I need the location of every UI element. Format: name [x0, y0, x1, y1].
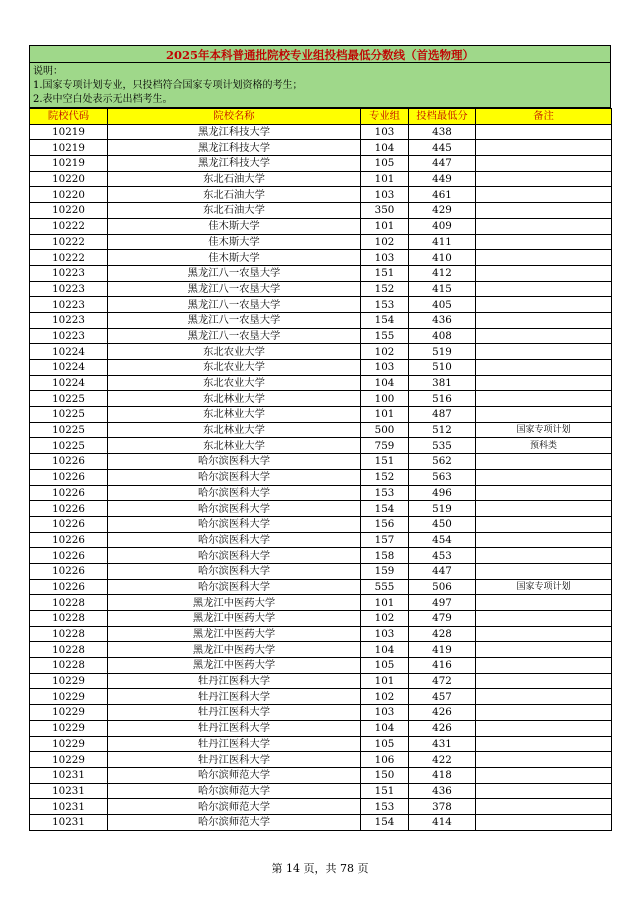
- cell-score: 416: [409, 658, 476, 674]
- cell-code: 10229: [30, 689, 108, 705]
- cell-score: 412: [409, 265, 476, 281]
- table-row: [30, 124, 612, 140]
- table-row: [30, 532, 612, 548]
- cell-group: 106: [361, 752, 409, 768]
- cell-score: 429: [409, 203, 476, 219]
- cell-remark: [476, 485, 612, 501]
- cell-name: 黑龙江科技大学: [108, 140, 361, 156]
- cell-code: 10231: [30, 767, 108, 783]
- cell-name: 哈尔滨医科大学: [108, 501, 361, 517]
- table-row: [30, 203, 612, 219]
- cell-group: 759: [361, 438, 409, 454]
- cell-name: 哈尔滨师范大学: [108, 783, 361, 799]
- notes-block: [29, 63, 611, 108]
- cell-name: 牡丹江医科大学: [108, 720, 361, 736]
- cell-score: 422: [409, 752, 476, 768]
- cell-score: 497: [409, 595, 476, 611]
- cell-score: 487: [409, 407, 476, 423]
- cell-code: 10229: [30, 736, 108, 752]
- cell-remark: [476, 140, 612, 156]
- cell-code: 10220: [30, 203, 108, 219]
- table-row: [30, 579, 612, 595]
- cell-remark: [476, 297, 612, 313]
- cell-score: 519: [409, 501, 476, 517]
- cell-code: 10231: [30, 799, 108, 815]
- cell-code: 10223: [30, 281, 108, 297]
- table-row: [30, 281, 612, 297]
- cell-code: 10225: [30, 422, 108, 438]
- cell-code: 10225: [30, 391, 108, 407]
- cell-group: 151: [361, 265, 409, 281]
- cell-remark: [476, 532, 612, 548]
- cell-name: 东北林业大学: [108, 438, 361, 454]
- table-row: [30, 265, 612, 281]
- cell-remark: [476, 705, 612, 721]
- cell-group: 101: [361, 407, 409, 423]
- cell-group: 151: [361, 783, 409, 799]
- cell-code: 10226: [30, 548, 108, 564]
- cell-group: 154: [361, 814, 409, 830]
- table-row: [30, 720, 612, 736]
- cell-code: 10223: [30, 297, 108, 313]
- table-row: [30, 312, 612, 328]
- cell-name: 牡丹江医科大学: [108, 752, 361, 768]
- table-row: [30, 375, 612, 391]
- table-row: [30, 658, 612, 674]
- notes-heading: 说明：: [33, 66, 63, 77]
- cell-remark: [476, 328, 612, 344]
- cell-score: 479: [409, 611, 476, 627]
- cell-score: 414: [409, 814, 476, 830]
- cell-score: 436: [409, 783, 476, 799]
- cell-remark: [476, 171, 612, 187]
- cell-remark: [476, 250, 612, 266]
- cell-group: 103: [361, 124, 409, 140]
- cell-group: 104: [361, 642, 409, 658]
- cell-name: 黑龙江八一农垦大学: [108, 312, 361, 328]
- table-row: [30, 626, 612, 642]
- cell-code: 10228: [30, 595, 108, 611]
- cell-code: 10226: [30, 501, 108, 517]
- cell-score: 378: [409, 799, 476, 815]
- table-row: [30, 501, 612, 517]
- cell-remark: [476, 595, 612, 611]
- cell-score: 510: [409, 360, 476, 376]
- cell-name: 黑龙江中医药大学: [108, 642, 361, 658]
- cell-score: 419: [409, 642, 476, 658]
- cell-score: 563: [409, 469, 476, 485]
- cell-name: 牡丹江医科大学: [108, 736, 361, 752]
- cell-score: 426: [409, 720, 476, 736]
- sheet-title: 2025年本科普通批院校专业组投档最低分数线（首选物理）: [29, 45, 611, 63]
- cell-name: 哈尔滨医科大学: [108, 563, 361, 579]
- cell-group: 101: [361, 171, 409, 187]
- cell-remark: [476, 814, 612, 830]
- cell-group: 105: [361, 736, 409, 752]
- table-row: [30, 454, 612, 470]
- cell-remark: [476, 407, 612, 423]
- table-row: [30, 689, 612, 705]
- cell-name: 东北林业大学: [108, 391, 361, 407]
- cell-remark: [476, 469, 612, 485]
- table-row: [30, 736, 612, 752]
- page-footer: 第 14 页，共 78 页: [271, 862, 369, 875]
- cell-name: 东北石油大学: [108, 187, 361, 203]
- cell-code: 10228: [30, 642, 108, 658]
- cell-score: 411: [409, 234, 476, 250]
- cell-score: 428: [409, 626, 476, 642]
- header-score: 投档最低分: [409, 109, 476, 125]
- cell-name: 东北石油大学: [108, 171, 361, 187]
- cell-name: 黑龙江科技大学: [108, 156, 361, 172]
- cell-score: 453: [409, 548, 476, 564]
- cell-group: 153: [361, 297, 409, 313]
- table-row: [30, 783, 612, 799]
- cell-name: 黑龙江八一农垦大学: [108, 297, 361, 313]
- cell-group: 153: [361, 485, 409, 501]
- table-row: [30, 140, 612, 156]
- cell-code: 10223: [30, 265, 108, 281]
- score-table: [29, 108, 612, 831]
- table-row: [30, 485, 612, 501]
- cell-group: 555: [361, 579, 409, 595]
- table-row: [30, 673, 612, 689]
- cell-score: 426: [409, 705, 476, 721]
- cell-code: 10226: [30, 516, 108, 532]
- cell-name: 哈尔滨师范大学: [108, 799, 361, 815]
- cell-name: 哈尔滨医科大学: [108, 485, 361, 501]
- cell-score: 410: [409, 250, 476, 266]
- cell-remark: [476, 548, 612, 564]
- cell-code: 10229: [30, 673, 108, 689]
- cell-group: 156: [361, 516, 409, 532]
- table-row: [30, 156, 612, 172]
- cell-group: 105: [361, 658, 409, 674]
- table-row: [30, 297, 612, 313]
- cell-remark: [476, 375, 612, 391]
- cell-name: 黑龙江中医药大学: [108, 658, 361, 674]
- cell-code: 10231: [30, 814, 108, 830]
- cell-code: 10228: [30, 611, 108, 627]
- cell-remark: [476, 673, 612, 689]
- cell-name: 哈尔滨医科大学: [108, 454, 361, 470]
- table-row: [30, 391, 612, 407]
- cell-remark: 国家专项计划: [476, 579, 612, 595]
- notes-line-1: 1.国家专项计划专业，只投档符合国家专项计划资格的考生；: [33, 80, 303, 91]
- cell-code: 10222: [30, 218, 108, 234]
- cell-group: 153: [361, 799, 409, 815]
- notes-line-2: 2.表中空白处表示无出档考生。: [33, 94, 173, 105]
- table-row: [30, 407, 612, 423]
- cell-name: 东北农业大学: [108, 375, 361, 391]
- cell-remark: [476, 203, 612, 219]
- table-row: [30, 422, 612, 438]
- cell-group: 102: [361, 689, 409, 705]
- table-row: [30, 344, 612, 360]
- cell-code: 10225: [30, 438, 108, 454]
- cell-score: 472: [409, 673, 476, 689]
- cell-remark: [476, 124, 612, 140]
- cell-code: 10226: [30, 469, 108, 485]
- table-body: [30, 124, 612, 830]
- table-row: [30, 814, 612, 830]
- table-row: [30, 218, 612, 234]
- cell-remark: [476, 281, 612, 297]
- cell-group: 104: [361, 140, 409, 156]
- cell-name: 佳木斯大学: [108, 218, 361, 234]
- cell-name: 佳木斯大学: [108, 250, 361, 266]
- table-row: [30, 469, 612, 485]
- cell-name: 哈尔滨医科大学: [108, 532, 361, 548]
- table-row: [30, 705, 612, 721]
- table-row: [30, 563, 612, 579]
- cell-code: 10219: [30, 156, 108, 172]
- cell-remark: [476, 360, 612, 376]
- cell-remark: [476, 516, 612, 532]
- cell-group: 154: [361, 501, 409, 517]
- cell-group: 155: [361, 328, 409, 344]
- cell-score: 381: [409, 375, 476, 391]
- cell-name: 哈尔滨师范大学: [108, 814, 361, 830]
- cell-name: 哈尔滨医科大学: [108, 469, 361, 485]
- table-row: [30, 360, 612, 376]
- cell-score: 449: [409, 171, 476, 187]
- cell-remark: [476, 611, 612, 627]
- cell-score: 535: [409, 438, 476, 454]
- cell-score: 450: [409, 516, 476, 532]
- cell-remark: [476, 626, 612, 642]
- cell-score: 457: [409, 689, 476, 705]
- cell-group: 101: [361, 218, 409, 234]
- cell-group: 103: [361, 360, 409, 376]
- cell-group: 152: [361, 281, 409, 297]
- cell-group: 150: [361, 767, 409, 783]
- table-header-row: [30, 109, 612, 125]
- cell-group: 158: [361, 548, 409, 564]
- table-row: [30, 767, 612, 783]
- cell-group: 104: [361, 720, 409, 736]
- cell-group: 154: [361, 312, 409, 328]
- table-row: [30, 799, 612, 815]
- cell-code: 10219: [30, 140, 108, 156]
- cell-group: 157: [361, 532, 409, 548]
- table-row: [30, 187, 612, 203]
- header-code: 院校代码: [30, 109, 108, 125]
- cell-name: 黑龙江中医药大学: [108, 595, 361, 611]
- cell-score: 512: [409, 422, 476, 438]
- cell-score: 519: [409, 344, 476, 360]
- cell-remark: [476, 265, 612, 281]
- cell-group: 100: [361, 391, 409, 407]
- cell-name: 哈尔滨医科大学: [108, 579, 361, 595]
- cell-code: 10229: [30, 720, 108, 736]
- table-row: [30, 752, 612, 768]
- cell-score: 447: [409, 156, 476, 172]
- table-row: [30, 250, 612, 266]
- cell-code: 10223: [30, 328, 108, 344]
- cell-group: 103: [361, 626, 409, 642]
- cell-group: 350: [361, 203, 409, 219]
- cell-group: 102: [361, 234, 409, 250]
- cell-score: 447: [409, 563, 476, 579]
- cell-group: 500: [361, 422, 409, 438]
- cell-code: 10226: [30, 563, 108, 579]
- table-row: [30, 595, 612, 611]
- cell-remark: [476, 736, 612, 752]
- cell-score: 506: [409, 579, 476, 595]
- cell-remark: [476, 187, 612, 203]
- cell-code: 10225: [30, 407, 108, 423]
- table-row: [30, 328, 612, 344]
- cell-name: 牡丹江医科大学: [108, 689, 361, 705]
- cell-score: 418: [409, 767, 476, 783]
- cell-group: 101: [361, 595, 409, 611]
- cell-score: 562: [409, 454, 476, 470]
- cell-score: 415: [409, 281, 476, 297]
- cell-remark: [476, 799, 612, 815]
- cell-name: 黑龙江中医药大学: [108, 611, 361, 627]
- cell-score: 408: [409, 328, 476, 344]
- cell-score: 405: [409, 297, 476, 313]
- cell-remark: [476, 454, 612, 470]
- cell-group: 151: [361, 454, 409, 470]
- cell-remark: [476, 234, 612, 250]
- cell-remark: [476, 391, 612, 407]
- cell-remark: [476, 783, 612, 799]
- cell-remark: [476, 767, 612, 783]
- cell-code: 10231: [30, 783, 108, 799]
- cell-code: 10226: [30, 532, 108, 548]
- cell-remark: [476, 658, 612, 674]
- cell-group: 152: [361, 469, 409, 485]
- cell-group: 101: [361, 673, 409, 689]
- cell-name: 黑龙江科技大学: [108, 124, 361, 140]
- cell-remark: [476, 689, 612, 705]
- cell-remark: 国家专项计划: [476, 422, 612, 438]
- table-row: [30, 234, 612, 250]
- cell-code: 10226: [30, 579, 108, 595]
- header-group: 专业组: [361, 109, 409, 125]
- cell-remark: [476, 501, 612, 517]
- cell-name: 佳木斯大学: [108, 234, 361, 250]
- cell-code: 10223: [30, 312, 108, 328]
- cell-group: 105: [361, 156, 409, 172]
- cell-code: 10229: [30, 752, 108, 768]
- cell-group: 104: [361, 375, 409, 391]
- cell-code: 10228: [30, 626, 108, 642]
- score-sheet: [29, 45, 611, 831]
- cell-score: 438: [409, 124, 476, 140]
- cell-code: 10222: [30, 234, 108, 250]
- cell-group: 103: [361, 705, 409, 721]
- cell-remark: [476, 344, 612, 360]
- cell-name: 哈尔滨医科大学: [108, 516, 361, 532]
- cell-name: 东北农业大学: [108, 360, 361, 376]
- header-name: 院校名称: [108, 109, 361, 125]
- cell-group: 102: [361, 344, 409, 360]
- cell-name: 黑龙江八一农垦大学: [108, 328, 361, 344]
- cell-name: 黑龙江中医药大学: [108, 626, 361, 642]
- cell-code: 10220: [30, 171, 108, 187]
- cell-code: 10224: [30, 344, 108, 360]
- cell-code: 10226: [30, 454, 108, 470]
- cell-group: 103: [361, 187, 409, 203]
- cell-remark: [476, 563, 612, 579]
- cell-score: 409: [409, 218, 476, 234]
- cell-remark: [476, 156, 612, 172]
- cell-remark: [476, 642, 612, 658]
- cell-group: 103: [361, 250, 409, 266]
- table-row: [30, 171, 612, 187]
- header-remark: 备注: [476, 109, 612, 125]
- cell-group: 159: [361, 563, 409, 579]
- cell-name: 牡丹江医科大学: [108, 705, 361, 721]
- cell-code: 10220: [30, 187, 108, 203]
- cell-score: 461: [409, 187, 476, 203]
- cell-code: 10228: [30, 658, 108, 674]
- cell-score: 454: [409, 532, 476, 548]
- cell-code: 10229: [30, 705, 108, 721]
- cell-score: 445: [409, 140, 476, 156]
- cell-name: 东北石油大学: [108, 203, 361, 219]
- cell-code: 10222: [30, 250, 108, 266]
- cell-name: 牡丹江医科大学: [108, 673, 361, 689]
- table-row: [30, 438, 612, 454]
- table-row: [30, 548, 612, 564]
- cell-score: 496: [409, 485, 476, 501]
- cell-score: 431: [409, 736, 476, 752]
- cell-name: 哈尔滨医科大学: [108, 548, 361, 564]
- cell-name: 东北农业大学: [108, 344, 361, 360]
- cell-name: 东北林业大学: [108, 407, 361, 423]
- cell-name: 黑龙江八一农垦大学: [108, 281, 361, 297]
- cell-code: 10224: [30, 375, 108, 391]
- cell-code: 10226: [30, 485, 108, 501]
- cell-code: 10219: [30, 124, 108, 140]
- cell-group: 102: [361, 611, 409, 627]
- cell-score: 436: [409, 312, 476, 328]
- table-row: [30, 642, 612, 658]
- cell-remark: 预科类: [476, 438, 612, 454]
- cell-score: 516: [409, 391, 476, 407]
- table-row: [30, 611, 612, 627]
- cell-remark: [476, 752, 612, 768]
- cell-name: 哈尔滨师范大学: [108, 767, 361, 783]
- cell-name: 东北林业大学: [108, 422, 361, 438]
- cell-code: 10224: [30, 360, 108, 376]
- cell-name: 黑龙江八一农垦大学: [108, 265, 361, 281]
- cell-remark: [476, 312, 612, 328]
- cell-remark: [476, 720, 612, 736]
- cell-remark: [476, 218, 612, 234]
- table-row: [30, 516, 612, 532]
